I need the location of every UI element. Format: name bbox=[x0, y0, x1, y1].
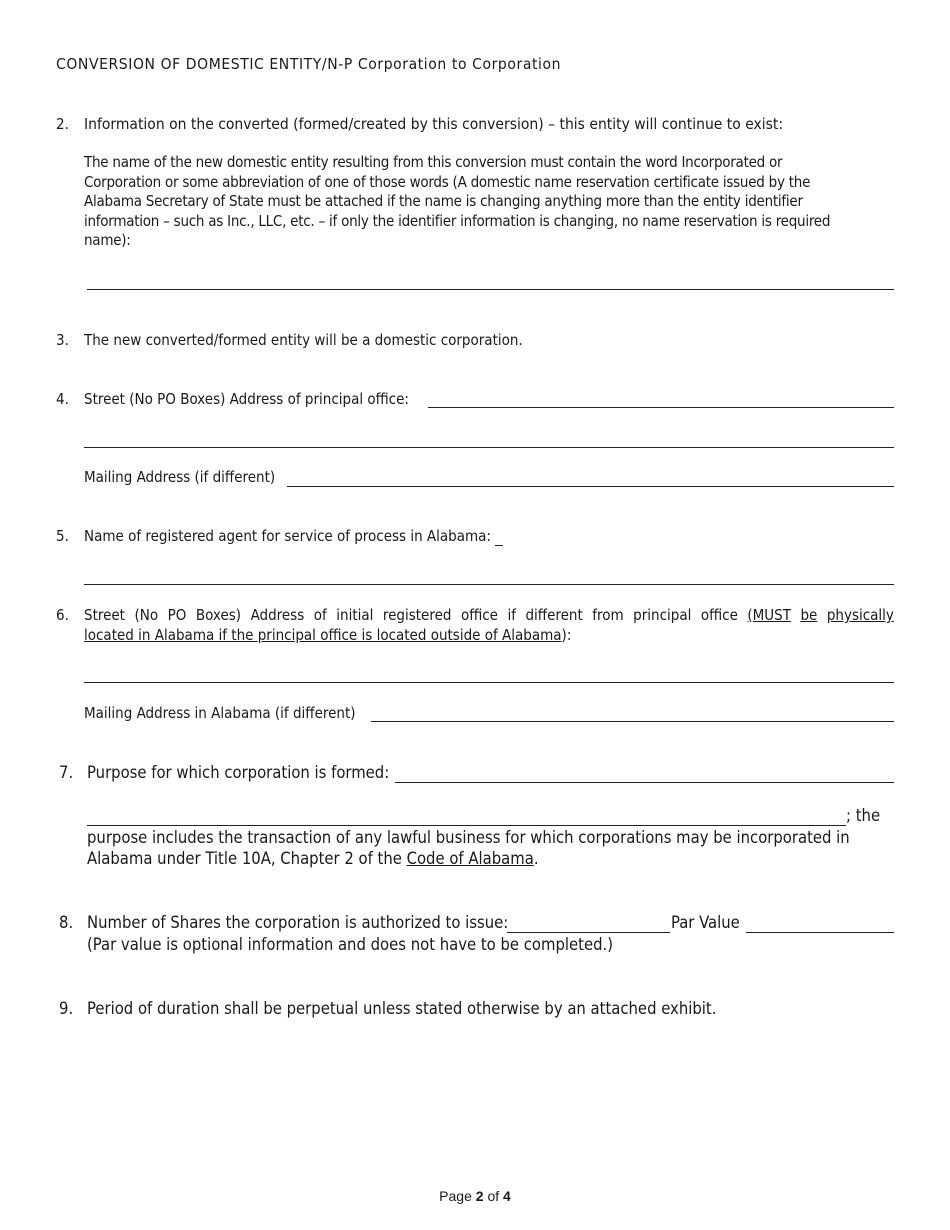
purpose-the-suffix: ; the bbox=[846, 806, 881, 825]
registered-office-address-field[interactable] bbox=[84, 682, 894, 683]
item-6-number: 6. bbox=[56, 606, 69, 624]
word: if bbox=[507, 606, 516, 624]
total-pages: 4 bbox=[503, 1188, 511, 1204]
paragraph-line: The name of the new domestic entity resulting from this conversion must contain the word Incorporated or bbox=[84, 153, 783, 171]
principal-office-address-field[interactable] bbox=[428, 407, 894, 408]
duration-text: Period of duration shall be perpetual unless stated otherwise by an attached exhibit. bbox=[87, 999, 717, 1018]
item-3-text: The new converted/formed entity will be a domestic corporation. bbox=[84, 331, 523, 349]
item-8-number: 8. bbox=[59, 913, 74, 932]
purpose-line3 bbox=[87, 849, 539, 868]
word: initial bbox=[336, 606, 374, 624]
word: principal bbox=[633, 606, 692, 624]
item-7-number: 7. bbox=[59, 763, 74, 782]
word: be bbox=[800, 606, 818, 624]
number-of-shares-field[interactable] bbox=[507, 932, 670, 933]
registered-agent-field-start[interactable] bbox=[495, 545, 503, 546]
item-2-heading: Information on the converted (formed/created by this conversion) – this entity will continue to exist: bbox=[84, 115, 784, 133]
registered-agent-field[interactable] bbox=[84, 584, 894, 585]
item-6-line2 bbox=[84, 625, 894, 645]
word: office bbox=[700, 606, 738, 624]
word: from bbox=[592, 606, 624, 624]
registered-office-mailing-field[interactable] bbox=[371, 721, 894, 722]
registered-office-mailing-label: Mailing Address in Alabama (if different) bbox=[84, 704, 356, 722]
item-6-line1 bbox=[84, 605, 894, 625]
page-prefix: Page bbox=[439, 1188, 476, 1204]
item-3-number: 3. bbox=[56, 331, 69, 349]
underlined-requirement: located in Alabama if the principal office is located outside of Alabama bbox=[84, 626, 562, 644]
purpose-field-line2[interactable] bbox=[87, 825, 846, 826]
form-title: CONVERSION OF DOMESTIC ENTITY/N-P Corporation to Corporation bbox=[56, 55, 562, 73]
paragraph-line: name): bbox=[84, 231, 131, 250]
paragraph-line: Alabama Secretary of State must be attached if the name is changing anything more than the entity identifier bbox=[84, 192, 803, 211]
line-tail: ): bbox=[561, 626, 572, 644]
period: . bbox=[533, 849, 539, 868]
page-number bbox=[0, 1188, 950, 1204]
word: office bbox=[460, 606, 498, 624]
word: Address bbox=[250, 606, 305, 624]
principal-office-label: Street (No PO Boxes) Address of principal office: bbox=[84, 390, 409, 408]
word: PO bbox=[167, 606, 187, 624]
item-2-number: 2. bbox=[56, 115, 69, 133]
paragraph-line: Corporation or some abbreviation of one of those words (A domestic name reservation certificate issued by the bbox=[84, 172, 811, 191]
mailing-address-label: Mailing Address (if different) bbox=[84, 468, 276, 486]
word: registered bbox=[382, 606, 452, 624]
word: physically bbox=[826, 606, 894, 624]
code-of-alabama-reference: Code of Alabama bbox=[406, 849, 534, 868]
registered-agent-label: Name of registered agent for service of process in Alabama: bbox=[84, 527, 491, 545]
word: of bbox=[313, 606, 327, 624]
par-value-label: Par Value bbox=[671, 913, 740, 932]
par-value-field[interactable] bbox=[746, 932, 894, 933]
item-5-number: 5. bbox=[56, 527, 69, 545]
word: different bbox=[525, 606, 583, 624]
par-value-note: (Par value is optional information and does not have to be completed.) bbox=[87, 935, 614, 954]
word: Street bbox=[84, 606, 125, 624]
new-entity-name-field[interactable] bbox=[87, 289, 894, 290]
item-6-text bbox=[84, 605, 894, 645]
purpose-field[interactable] bbox=[395, 782, 894, 783]
current-page: 2 bbox=[475, 1188, 484, 1204]
paragraph-line: information – such as Inc., LLC, etc. – if only the identifier information is changing, no name reservation is required bbox=[84, 211, 831, 230]
item-2-paragraph bbox=[84, 153, 894, 251]
page-of: of bbox=[483, 1188, 504, 1204]
principal-office-address-field-line2[interactable] bbox=[84, 447, 894, 448]
item-9-number: 9. bbox=[59, 999, 74, 1018]
shares-label: Number of Shares the corporation is authorized to issue: bbox=[87, 913, 509, 932]
mailing-address-field[interactable] bbox=[287, 486, 894, 487]
item-4-number: 4. bbox=[56, 390, 69, 408]
purpose-line3-text: Alabama under Title 10A, Chapter 2 of the bbox=[87, 849, 407, 868]
word: (No bbox=[134, 606, 159, 624]
purpose-line2: purpose includes the transaction of any lawful business for which corporations may be incorporated in bbox=[87, 828, 850, 847]
purpose-label: Purpose for which corporation is formed: bbox=[87, 763, 390, 782]
word: (MUST bbox=[747, 606, 791, 624]
word: Boxes) bbox=[195, 606, 242, 624]
